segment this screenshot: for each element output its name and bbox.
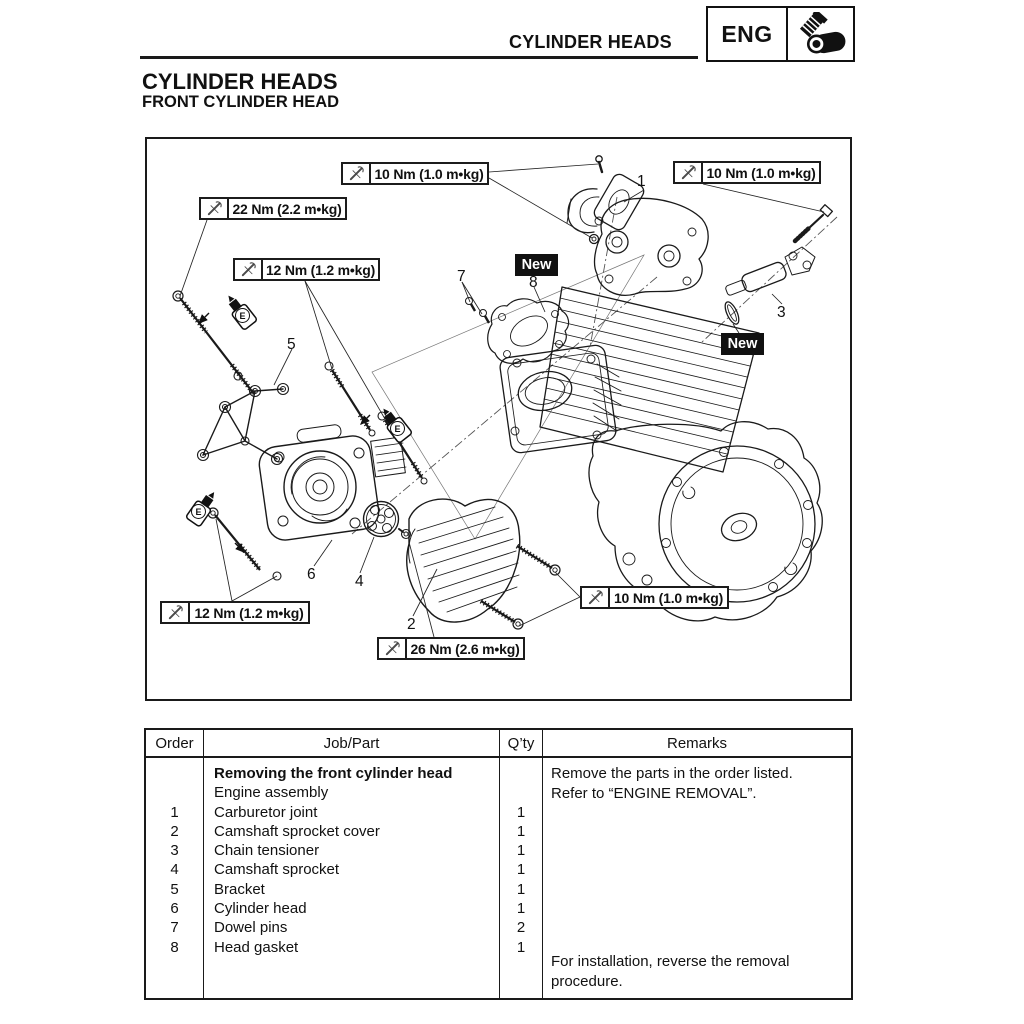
torque-value: 22 Nm (2.2 m•kg) (232, 200, 342, 217)
chapter-box (706, 6, 855, 62)
wrench-icon (201, 199, 229, 218)
qty-column: 1 1 1 1 1 1 2 1 (500, 758, 543, 1000)
exploded-diagram (145, 137, 852, 701)
oil-bottle-icon: E (235, 308, 250, 323)
part-callout-8: 8 (529, 274, 538, 291)
torque-value: 10 Nm (1.0 m•kg) (374, 165, 484, 182)
section-subtitle: FRONT CYLINDER HEAD (142, 93, 340, 111)
torque-value: 12 Nm (1.2 m•kg) (265, 261, 376, 278)
part-callout-6: 6 (307, 566, 316, 583)
page-header-title: CYLINDER HEADS (509, 32, 672, 52)
parts-table-header (146, 730, 851, 758)
section-title: CYLINDER HEADS (142, 69, 338, 94)
torque-label (199, 197, 347, 220)
parts-table-body (146, 758, 851, 1000)
col-header-job: Job/Part (204, 730, 500, 756)
wrench-icon (343, 164, 371, 183)
new-part-badge: New (721, 333, 764, 355)
torque-label (160, 601, 310, 624)
wrench-icon (675, 163, 703, 182)
part-callout-3: 3 (777, 304, 786, 321)
order-column: 1 2 3 4 5 6 7 8 (146, 758, 204, 1000)
remarks-column (543, 758, 851, 1000)
parts-table (144, 728, 853, 1000)
torque-value: 10 Nm (1.0 m•kg) (706, 164, 816, 181)
torque-value: 26 Nm (2.6 m•kg) (410, 640, 520, 657)
oil-bottle-icon: E (390, 421, 405, 436)
wrench-icon (582, 588, 610, 607)
remarks-bottom: For installation, reverse the removal procedure. (551, 953, 790, 990)
part-callout-4: 4 (355, 573, 364, 590)
torque-label (341, 162, 489, 185)
new-part-badge: New (515, 254, 558, 276)
chapter-code: ENG (708, 8, 788, 60)
part-callout-7: 7 (457, 268, 466, 285)
col-header-remarks: Remarks (666, 734, 727, 752)
wrench-icon (235, 260, 263, 279)
torque-label (673, 161, 821, 184)
torque-label (580, 586, 729, 609)
oil-bottle-icon: E (191, 504, 206, 519)
part-callout-1: 1 (637, 173, 646, 190)
torque-label (233, 258, 380, 281)
job-step-title: Removing the front cylinder head (214, 765, 453, 782)
wrench-icon (379, 639, 407, 658)
part-callout-2: 2 (407, 616, 416, 633)
col-header-qty: Q’ty (500, 730, 543, 756)
remarks-top: Remove the parts in the order listed. Refer to “ENGINE REMOVAL”. (551, 765, 793, 802)
torque-label (377, 637, 525, 660)
torque-value: 10 Nm (1.0 m•kg) (613, 589, 724, 606)
job-column: Removing the front cylinder head Engine assembly Carburetor joint Camshaft sprocket cover Chain tensioner Camshaft sprocket Bracket Cylinder head Dowel pins Head gasket (204, 758, 500, 1000)
wrench-icon (162, 603, 190, 622)
header-rule (140, 56, 698, 59)
part-callout-5: 5 (287, 336, 296, 353)
torque-value: 12 Nm (1.2 m•kg) (194, 604, 304, 621)
engine-cylinder-icon (788, 8, 853, 60)
col-header-order: Order (146, 730, 204, 756)
